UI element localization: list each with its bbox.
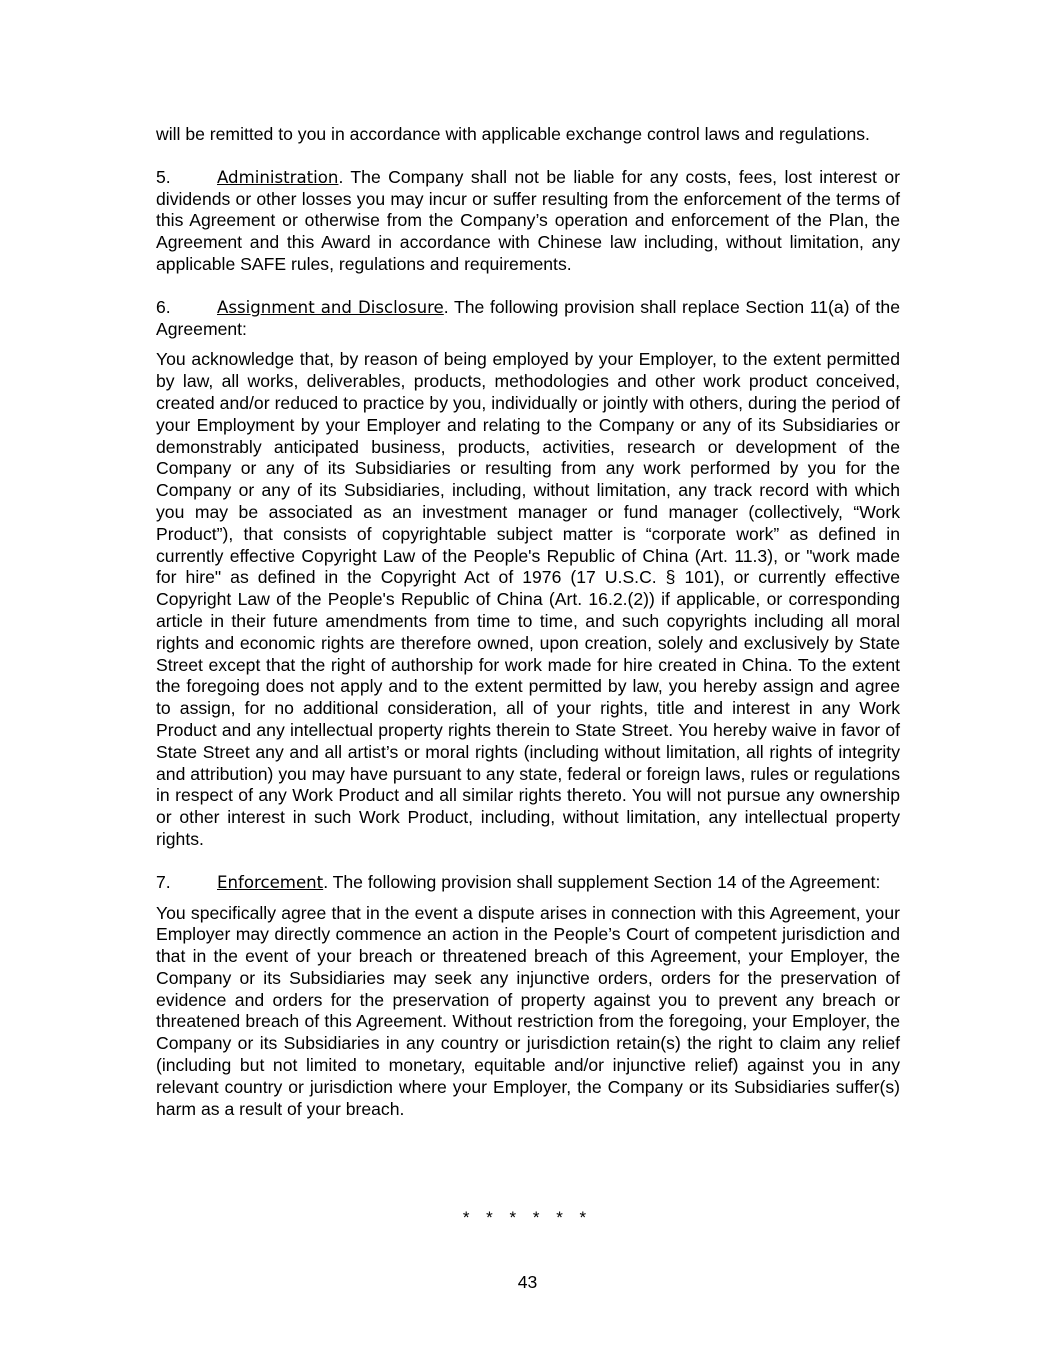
page-number: 43 — [517, 1272, 538, 1292]
section-6-number: 6. — [156, 296, 171, 317]
continuation-paragraph: will be remitted to you in accordance with applicable exchange control laws and regulations. — [156, 124, 870, 144]
section-6-heading: Assignment and Disclosure — [217, 297, 444, 317]
section-5-heading: Administration — [217, 167, 339, 187]
section-7-body: . The following provision shall supplement Section 14 of the Agreement: — [323, 871, 881, 892]
section-6-body: . The following provision shall replace Section 11(a) of the Agreement: — [156, 296, 901, 339]
section-6-provision: You acknowledge that, by reason of being employed by your Employer, to the extent permitted by law, all works, deliverables, products, methodologies and other work product conceived, created and/or reduced to practice by you, individually or jointly with others, during the period of your Employment by your Employer and relating to the Company or any of its Subsidiaries or demonstrably anticipated business, products, activities, research or development of the Company or any of its Subsidiaries or resulting from any work performed by you for the Company or any of its Subsidiaries, including, without limitation, any track record with which you may be associated as an investment manager or fund manager (collectively, “Work Product”), that consists of copyrightable subject matter is “corporate work” as defined in currently effective Copyright Law of the People's Republic of China (Art. 11.3), or "work made for hire" as defined in the Copyright Act of 1976 (17 U.S.C. § 101), or currently effective Copyright Law of the People's Republic of China (Art. 16.2.(2)) if applicable, or corresponding article in their future amendments from time to time, and such copyrights including all moral rights and economic rights are therefore owned, upon creation, solely and exclusively by State Street except that the right of authorship for work made for hire created in China. To the extent the foregoing does not apply and to the extent permitted by law, you hereby assign and agree to assign, for no additional consideration, all of your rights, title and interest in any Work Product and any intellectual property rights therein to State Street. You hereby waive in favor of State Street any and all artist’s or moral rights (including without limitation, all rights of integrity and attribution) you may have pursuant to any state, federal or foreign laws, rules or regulations in respect of any Work Product and all similar rights thereto. You will not pursue any ownership or other interest in such Work Product, including, without limitation, any intellectual property rights. — [156, 349, 900, 849]
section-7-provision: You specifically agree that in the event a dispute arises in connection with this Agreement, your Employer may directly commence an action in the People’s Court of competent jurisdiction and that in the event of your breach or threatened breach of this Agreement, your Employer, the Company or its Subsidiaries may seek any injunctive orders, orders for the preservation of evidence and orders for the preservation of property against you to prevent any breach or threatened breach of this Agreement. Without restriction from the foregoing, your Employer, the Company or its Subsidiaries in any country or jurisdiction retain(s) the right to claim any relief (including but not limited to monetary, equitable and/or injunctive relief) against you in any relevant country or jurisdiction where your Employer, the Company or its Subsidiaries suffer(s) harm as a result of your breach. — [156, 902, 900, 1119]
document-page-body — [156, 124, 900, 1120]
section-7-paragraph — [156, 872, 900, 894]
section-7-heading: Enforcement — [217, 872, 324, 892]
section-separator: * * * * * * — [462, 1208, 593, 1227]
section-5-paragraph — [156, 167, 900, 276]
section-5-body: . The Company shall not be liable for any costs, fees, lost interest or dividends or other losses you may incur or suffer resulting from the enforcement of the terms of this Agreement or otherwise from the Company’s operation and enforcement of the Plan, the Agreement and this Award in accordance with Chinese law including, without limitation, any applicable SAFE rules, regulations and requirements. — [156, 166, 900, 274]
section-6-paragraph — [156, 297, 900, 341]
section-5-number: 5. — [156, 166, 171, 187]
section-7-number: 7. — [156, 871, 171, 892]
